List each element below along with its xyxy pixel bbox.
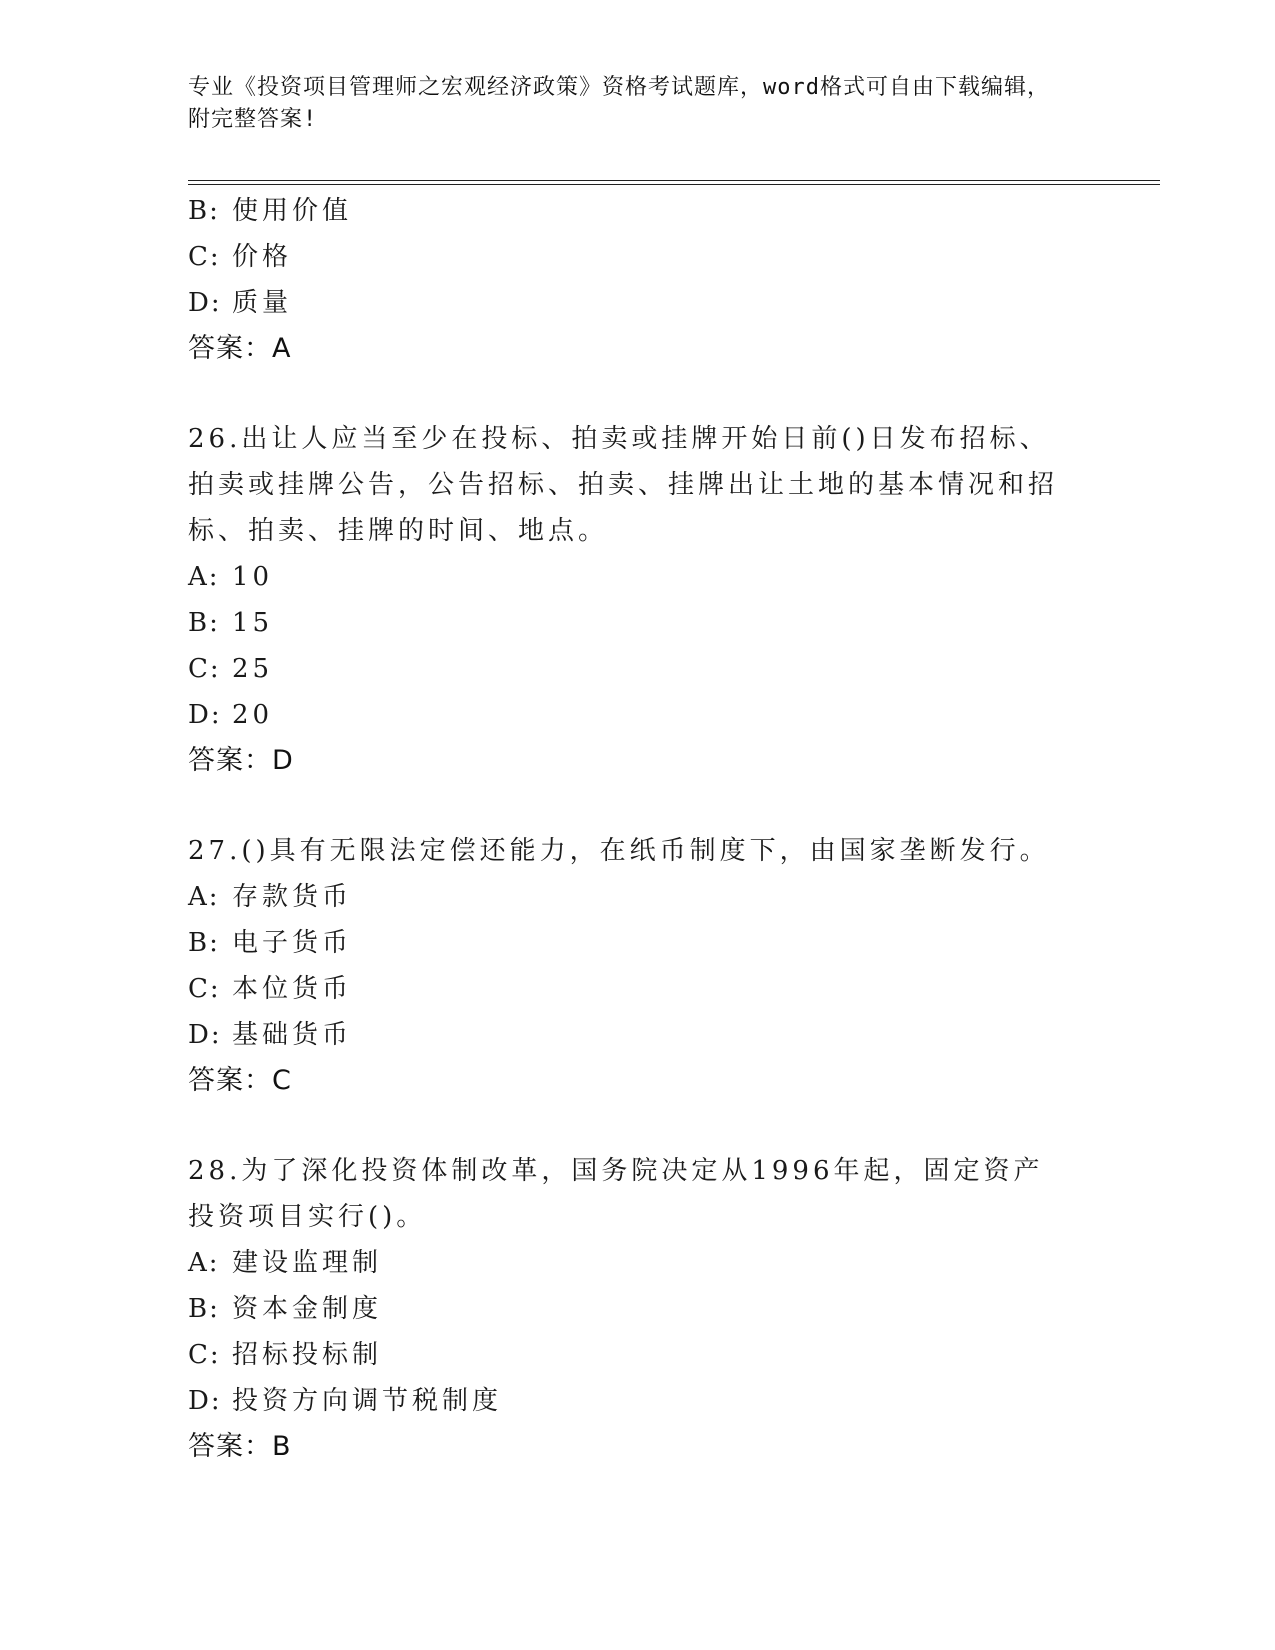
answer-value: D bbox=[272, 745, 294, 776]
question-stem: 26.出让人应当至少在投标、拍卖或挂牌开始日前()日发布招标、拍卖或挂牌公告，公告招标、拍卖、挂牌出让土地的基本情况和招标、拍卖、挂牌的时间、地点。 bbox=[188, 424, 1059, 546]
question-continued bbox=[188, 188, 1088, 372]
option-row bbox=[188, 966, 1088, 1012]
option-label: C: bbox=[188, 1340, 221, 1370]
option-label: D: bbox=[188, 288, 222, 318]
option-row bbox=[188, 1240, 1088, 1286]
answer-value: A bbox=[272, 333, 292, 364]
answer-row bbox=[188, 738, 1088, 784]
option-label: D: bbox=[188, 1386, 222, 1416]
option-text: 25 bbox=[232, 654, 274, 684]
option-text: 投资方向调节税制度 bbox=[232, 1386, 503, 1416]
answer-row bbox=[188, 326, 1088, 372]
option-row bbox=[188, 600, 1088, 646]
option-row bbox=[188, 1012, 1088, 1058]
answer-row bbox=[188, 1424, 1088, 1470]
question-27 bbox=[188, 828, 1088, 1104]
option-label: B: bbox=[188, 608, 220, 638]
option-label: B: bbox=[188, 1294, 220, 1324]
option-label: A: bbox=[188, 882, 220, 912]
answer-row bbox=[188, 1058, 1088, 1104]
answer-value: B bbox=[272, 1431, 292, 1462]
option-text: 本位货币 bbox=[232, 974, 353, 1004]
option-row bbox=[188, 1378, 1088, 1424]
option-text: 基础货币 bbox=[232, 1020, 353, 1050]
question-26 bbox=[188, 416, 1088, 784]
question-stem: 28.为了深化投资体制改革，国务院决定从1996年起，固定资产投资项目实行()。 bbox=[188, 1156, 1044, 1232]
option-label: A: bbox=[188, 1248, 220, 1278]
option-row bbox=[188, 646, 1088, 692]
option-text: 建设监理制 bbox=[232, 1248, 383, 1278]
header-divider bbox=[188, 180, 1160, 185]
option-row bbox=[188, 280, 1088, 326]
option-row bbox=[188, 234, 1088, 280]
option-text: 存款货币 bbox=[232, 882, 353, 912]
answer-label: 答案： bbox=[188, 1431, 272, 1462]
option-row bbox=[188, 1286, 1088, 1332]
option-row bbox=[188, 692, 1088, 738]
option-text: 电子货币 bbox=[232, 928, 353, 958]
option-label: B: bbox=[188, 928, 220, 958]
answer-label: 答案： bbox=[188, 745, 272, 776]
option-label: C: bbox=[188, 242, 221, 272]
question-list bbox=[188, 188, 1088, 1470]
option-label: C: bbox=[188, 974, 221, 1004]
answer-label: 答案： bbox=[188, 1065, 272, 1096]
option-text: 使用价值 bbox=[232, 196, 353, 226]
option-label: B: bbox=[188, 196, 220, 226]
option-text: 10 bbox=[232, 562, 274, 592]
question-28 bbox=[188, 1148, 1088, 1470]
option-label: D: bbox=[188, 1020, 222, 1050]
option-text: 招标投标制 bbox=[232, 1340, 383, 1370]
question-stem: 27.()具有无限法定偿还能力，在纸币制度下，由国家垄断发行。 bbox=[188, 836, 1050, 866]
option-text: 15 bbox=[232, 608, 274, 638]
option-label: A: bbox=[188, 562, 220, 592]
option-text: 资本金制度 bbox=[232, 1294, 383, 1324]
option-text: 价格 bbox=[232, 242, 293, 272]
option-row bbox=[188, 188, 1088, 234]
option-row bbox=[188, 874, 1088, 920]
answer-label: 答案： bbox=[188, 333, 272, 364]
option-label: C: bbox=[188, 654, 221, 684]
option-text: 20 bbox=[232, 700, 274, 730]
document-header: 专业《投资项目管理师之宏观经济政策》资格考试题库，word格式可自由下载编辑，附完整答案! bbox=[188, 75, 1050, 132]
option-row bbox=[188, 1332, 1088, 1378]
answer-value: C bbox=[272, 1065, 292, 1096]
option-text: 质量 bbox=[232, 288, 293, 318]
option-row bbox=[188, 920, 1088, 966]
option-label: D: bbox=[188, 700, 222, 730]
option-row bbox=[188, 554, 1088, 600]
